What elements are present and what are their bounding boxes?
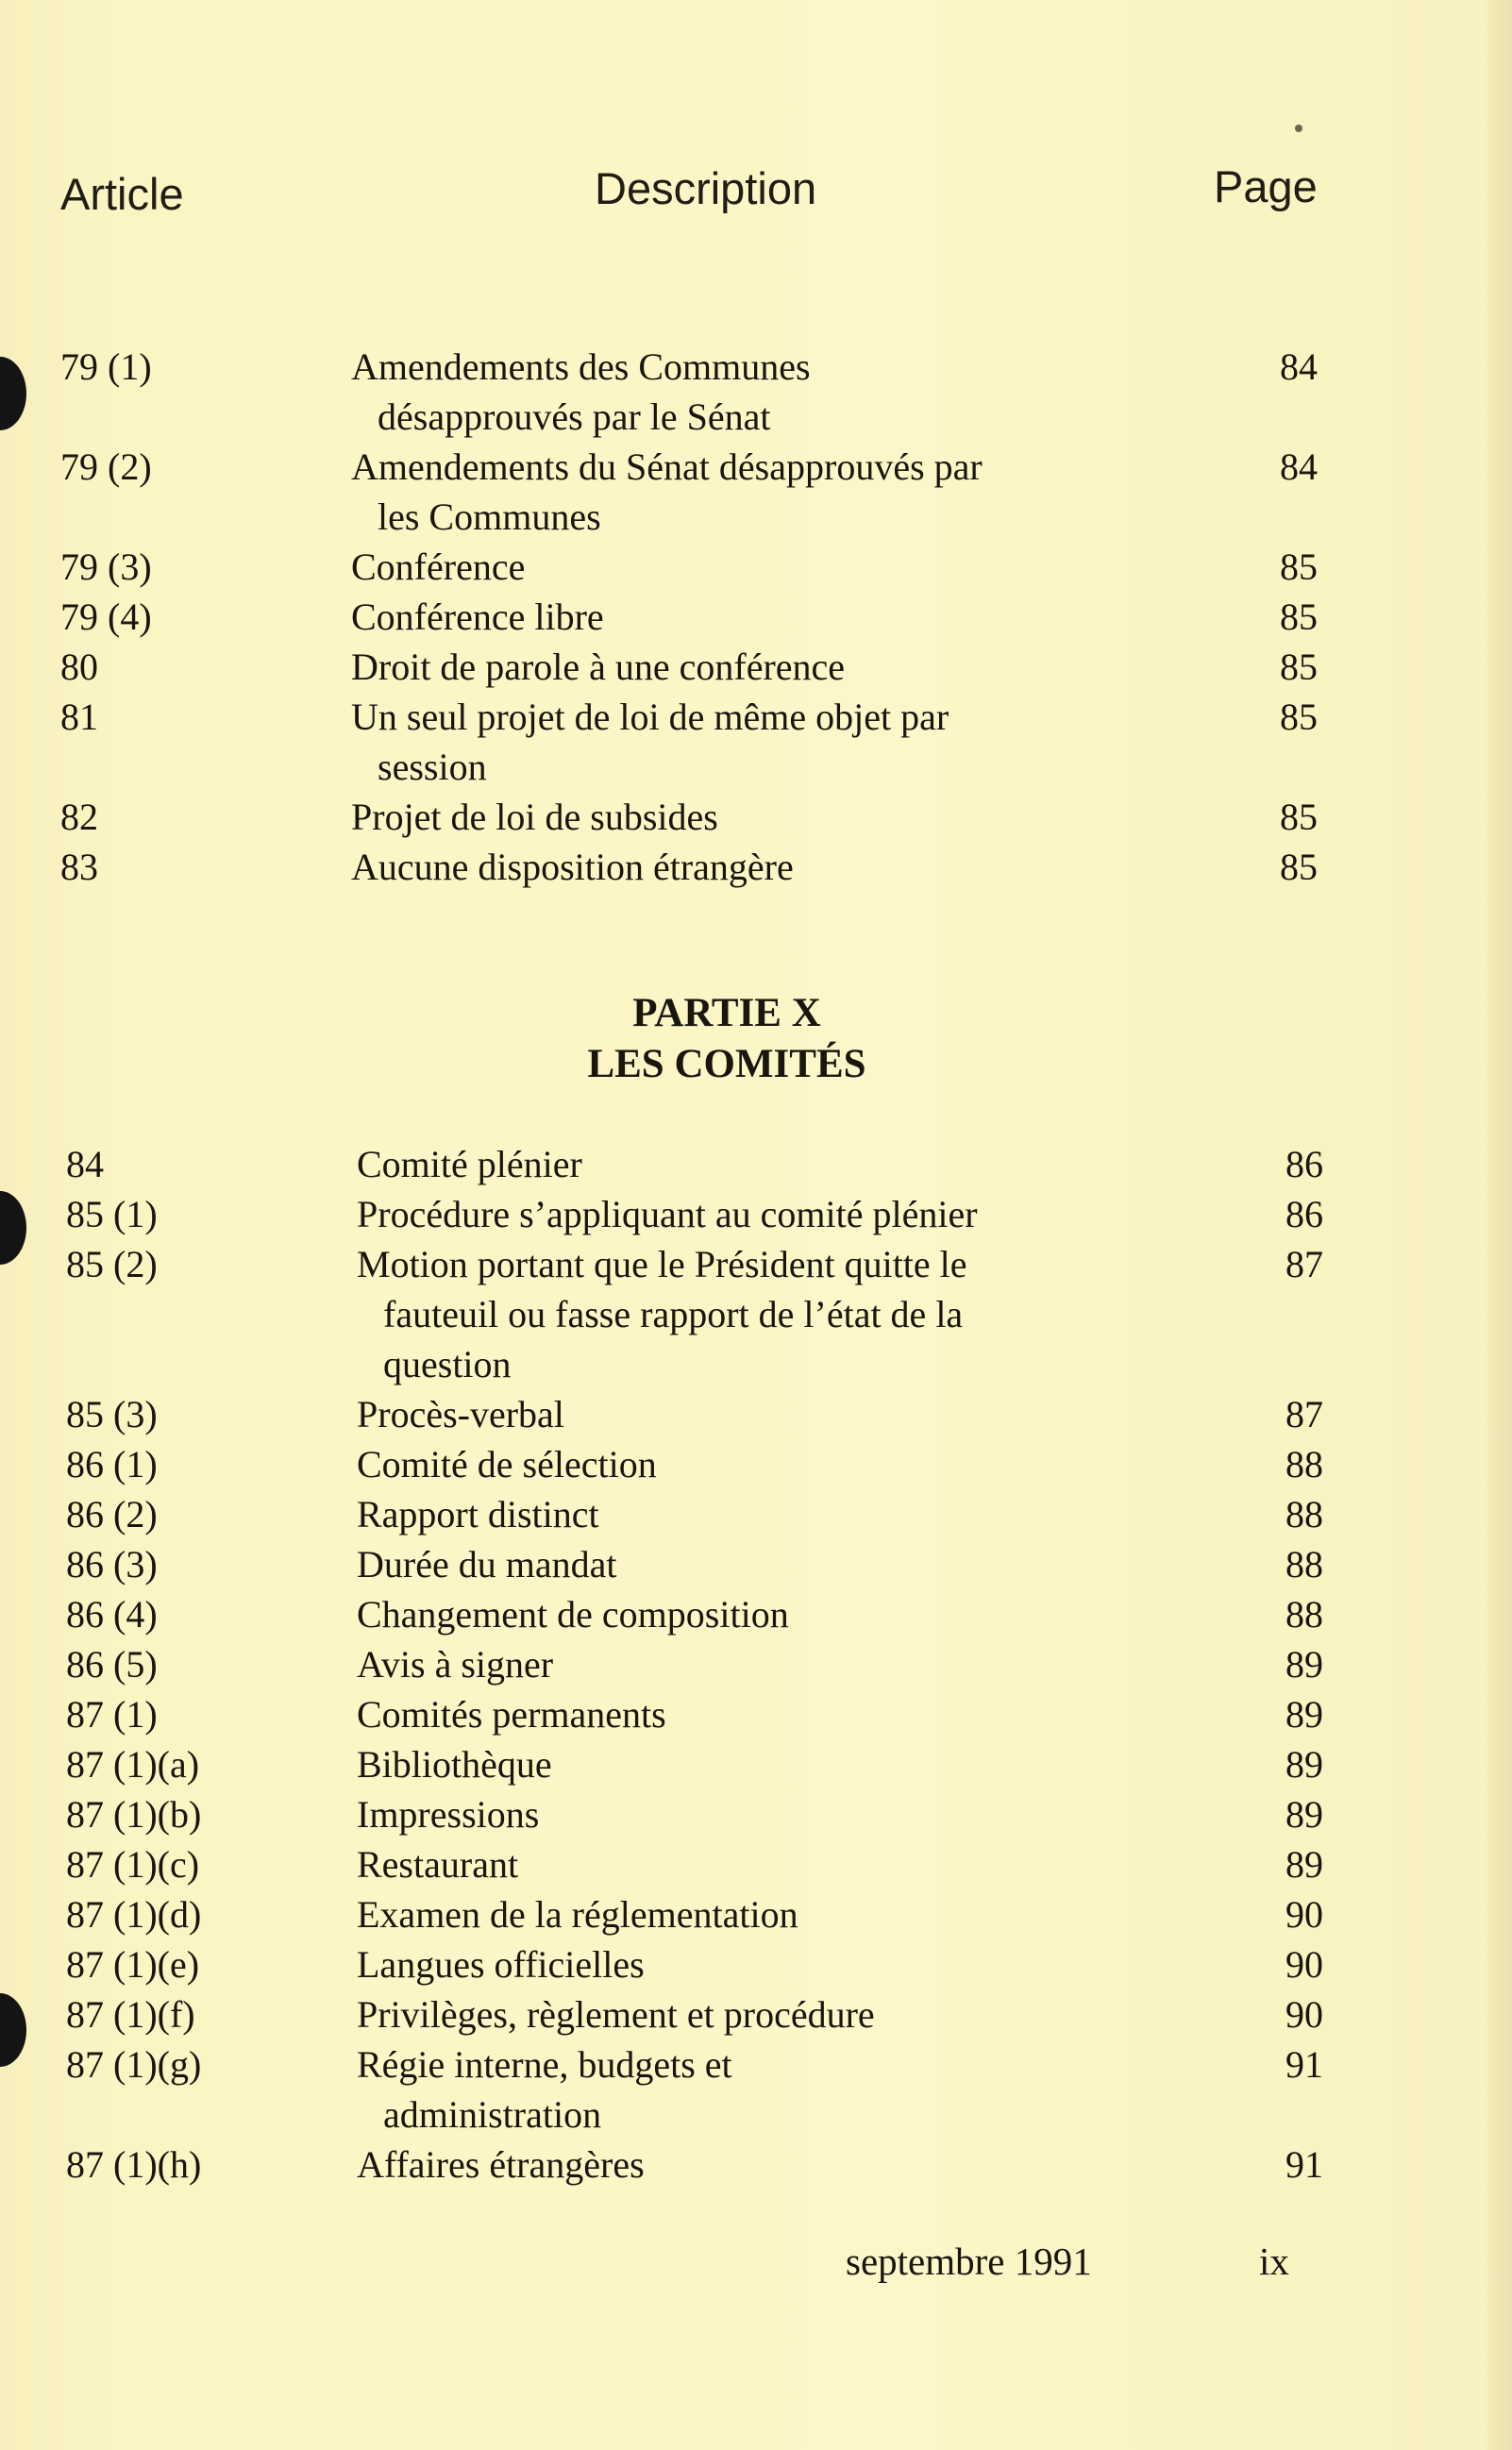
toc-page-number: 86 <box>1285 1143 1323 1185</box>
toc-page-number: 90 <box>1285 1943 1323 1986</box>
toc-page-number: 85 <box>1280 796 1318 838</box>
toc-description-line: Droit de parole à une conférence <box>351 646 846 688</box>
toc-article-number: 79 (4) <box>60 596 152 638</box>
toc-description-line: Comité plénier <box>357 1143 582 1185</box>
toc-article-number: 79 (3) <box>60 545 152 588</box>
toc-description-line: Avis à signer <box>357 1643 554 1686</box>
toc-description-line: Langues officielles <box>357 1943 645 1986</box>
footer-page-number: ix <box>1259 2240 1289 2283</box>
toc-article-number: 86 (2) <box>66 1493 158 1535</box>
toc-description <box>357 1239 967 1389</box>
toc-description-continuation: session <box>378 746 487 788</box>
toc-description <box>357 1539 616 1589</box>
toc-page-number: 84 <box>1280 345 1318 388</box>
header-description: Description <box>595 163 817 213</box>
toc-description-line: Privilèges, règlement et procédure <box>357 1993 875 2036</box>
toc-page-number: 89 <box>1285 1843 1323 1886</box>
toc-description <box>351 342 811 442</box>
toc-description <box>351 642 845 692</box>
header-article: Article <box>60 169 184 219</box>
toc-description-line: Un seul projet de loi de même objet par <box>351 696 949 738</box>
toc-description <box>357 1639 553 1689</box>
toc-description <box>357 1939 645 1989</box>
footer-date: septembre 1991 <box>846 2240 1092 2283</box>
paper-speck <box>1295 125 1302 132</box>
toc-description-line: Motion portant que le Président quitte le <box>357 1243 967 1285</box>
toc-page-number: 88 <box>1285 1493 1323 1535</box>
toc-page-number: 87 <box>1285 1393 1323 1435</box>
toc-page-number: 89 <box>1285 1643 1323 1686</box>
toc-page-number: 90 <box>1285 1993 1323 2036</box>
toc-page-number: 84 <box>1280 445 1318 488</box>
toc-page-number: 88 <box>1285 1443 1323 1485</box>
toc-article-number: 79 (2) <box>60 445 152 488</box>
toc-description-continuation: les Communes <box>378 495 601 538</box>
toc-article-number: 87 (1)(g) <box>66 2043 202 2086</box>
binder-hole-bottom <box>0 1993 26 2067</box>
toc-description <box>357 1389 564 1439</box>
part-heading-number: PARTIE X <box>632 991 821 1035</box>
toc-page-number: 88 <box>1285 1543 1323 1586</box>
toc-description-line: Impressions <box>357 1793 540 1836</box>
toc-article-number: 85 (2) <box>66 1243 158 1285</box>
toc-description-line: Amendements du Sénat désapprouvés par <box>351 445 983 488</box>
toc-article-number: 87 (1)(b) <box>66 1793 202 1836</box>
toc-article-number: 79 (1) <box>60 345 152 388</box>
toc-description-continuation: question <box>383 1343 512 1385</box>
toc-article-number: 80 <box>60 646 98 688</box>
toc-description-line: Comité de sélection <box>357 1443 657 1485</box>
toc-description-line: Comités permanents <box>357 1693 666 1736</box>
toc-article-number: 87 (1)(h) <box>66 2143 202 2186</box>
toc-description-line: Projet de loi de subsides <box>351 796 718 838</box>
toc-article-number: 87 (1)(f) <box>66 1993 195 2036</box>
binder-hole-middle <box>0 1191 26 1265</box>
toc-description-line: Examen de la réglementation <box>357 1893 798 1936</box>
toc-article-number: 86 (3) <box>66 1543 158 1586</box>
page-edge-shadow <box>1487 0 1512 2450</box>
toc-article-number: 83 <box>60 846 98 888</box>
toc-description-line: Restaurant <box>357 1843 519 1886</box>
toc-page-number: 89 <box>1285 1743 1323 1786</box>
toc-page-number: 90 <box>1285 1893 1323 1936</box>
toc-description-line: Procès-verbal <box>357 1393 564 1435</box>
toc-page-number: 89 <box>1285 1793 1323 1836</box>
toc-description <box>357 1789 539 1839</box>
toc-description <box>357 1489 599 1539</box>
toc-description-continuation: administration <box>383 2093 602 2136</box>
toc-description <box>351 842 794 892</box>
toc-description <box>357 2039 732 2140</box>
toc-page-number: 85 <box>1280 596 1318 638</box>
toc-article-number: 87 (1)(c) <box>66 1843 200 1886</box>
toc-description <box>357 1839 518 1889</box>
toc-description-line: Affaires étrangères <box>357 2143 645 2186</box>
toc-description <box>351 692 949 792</box>
toc-description-line: Changement de composition <box>357 1593 789 1636</box>
toc-article-number: 85 (1) <box>66 1193 158 1235</box>
toc-description-line: Régie interne, budgets et <box>357 2043 732 2086</box>
toc-article-number: 85 (3) <box>66 1393 158 1435</box>
toc-description-line: Conférence libre <box>351 596 604 638</box>
toc-page-number: 86 <box>1285 1193 1323 1235</box>
toc-description-line: Procédure s’appliquant au comité plénier <box>357 1193 978 1235</box>
toc-article-number: 84 <box>66 1143 104 1185</box>
toc-article-number: 86 (1) <box>66 1443 158 1485</box>
toc-description-line: Durée du mandat <box>357 1543 617 1586</box>
toc-description <box>357 1889 798 1939</box>
toc-page-number: 91 <box>1285 2143 1323 2186</box>
toc-article-number: 87 (1)(a) <box>66 1743 200 1786</box>
toc-description-continuation: fauteuil ou fasse rapport de l’état de la <box>383 1293 964 1335</box>
toc-article-number: 87 (1)(d) <box>66 1893 202 1936</box>
toc-description <box>351 592 604 642</box>
toc-description <box>357 1739 552 1789</box>
toc-description <box>351 792 718 842</box>
toc-page-number: 85 <box>1280 696 1318 738</box>
toc-article-number: 86 (5) <box>66 1643 158 1686</box>
toc-description <box>357 1589 789 1639</box>
toc-description <box>357 1689 666 1739</box>
toc-article-number: 81 <box>60 696 98 738</box>
toc-description <box>351 542 525 592</box>
toc-article-number: 82 <box>60 796 98 838</box>
toc-description <box>357 1189 978 1239</box>
toc-description <box>351 442 983 542</box>
toc-page-number: 85 <box>1280 545 1318 588</box>
toc-page-number: 85 <box>1280 846 1318 888</box>
toc-page-number: 89 <box>1285 1693 1323 1736</box>
toc-description-line: Rapport distinct <box>357 1493 599 1535</box>
toc-page-number: 91 <box>1285 2043 1323 2086</box>
toc-page-number: 85 <box>1280 646 1318 688</box>
toc-description-line: Amendements des Communes <box>351 345 811 388</box>
toc-description-line: Bibliothèque <box>357 1743 552 1786</box>
toc-description-line: Conférence <box>351 545 526 588</box>
toc-description-line: Aucune disposition étrangère <box>351 846 794 888</box>
toc-page-number: 88 <box>1285 1593 1323 1636</box>
toc-article-number: 86 (4) <box>66 1593 158 1636</box>
toc-article-number: 87 (1)(e) <box>66 1943 200 1986</box>
binder-hole-top <box>0 357 26 430</box>
toc-description <box>357 1439 657 1489</box>
part-heading-title: LES COMITÉS <box>587 1042 866 1086</box>
toc-description <box>357 1989 875 2039</box>
toc-description <box>357 2140 645 2190</box>
toc-description-continuation: désapprouvés par le Sénat <box>378 395 771 438</box>
toc-page-number: 87 <box>1285 1243 1323 1285</box>
toc-article-number: 87 (1) <box>66 1693 158 1736</box>
header-page: Page <box>1214 161 1318 211</box>
toc-description <box>357 1139 582 1189</box>
